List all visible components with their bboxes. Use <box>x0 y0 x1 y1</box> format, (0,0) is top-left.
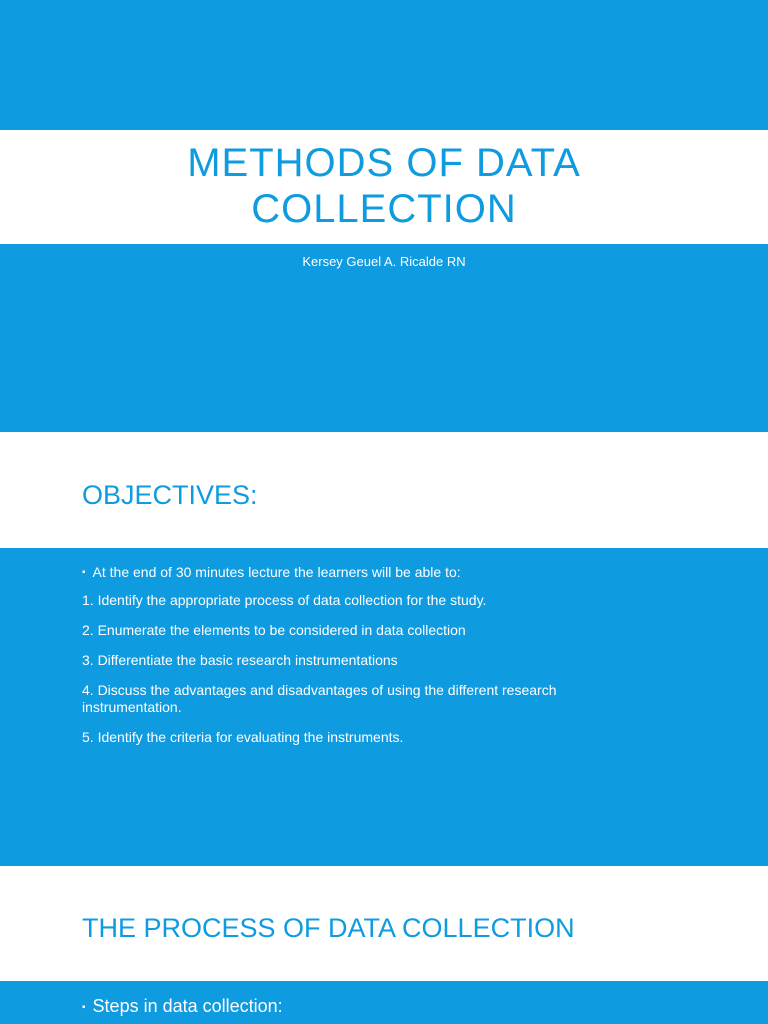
steps-lead <box>82 996 283 1017</box>
objectives-list <box>82 592 642 759</box>
lead-text: Steps in data collection: <box>92 996 283 1016</box>
presentation-title <box>0 140 768 232</box>
bullet-icon: ▪ <box>82 1002 86 1013</box>
lead-text: At the end of 30 minutes lecture the learners will be able to: <box>92 564 461 580</box>
title-line-2: COLLECTION <box>251 187 517 231</box>
title-slide <box>0 0 768 432</box>
process-slide <box>0 877 768 1024</box>
title-line-1: METHODS OF DATA <box>187 141 581 185</box>
list-item: 3. Differentiate the basic research instrumentations <box>82 652 398 668</box>
slide-title: THE PROCESS OF DATA COLLECTION <box>82 913 575 943</box>
objectives-slide <box>0 444 768 866</box>
list-item: 5. Identify the criteria for evaluating the instruments. <box>82 729 404 745</box>
bullet-icon: ▪ <box>82 567 86 578</box>
list-item: 4. Discuss the advantages and disadvantages of using the different research instrumentation. <box>82 682 557 715</box>
objectives-lead <box>82 564 642 581</box>
list-item: 2. Enumerate the elements to be considered in data collection <box>82 622 466 638</box>
slide-title: OBJECTIVES: <box>82 480 258 510</box>
author-name: Kersey Geuel A. Ricalde RN <box>302 254 466 269</box>
list-item: 1. Identify the appropriate process of data collection for the study. <box>82 592 487 608</box>
